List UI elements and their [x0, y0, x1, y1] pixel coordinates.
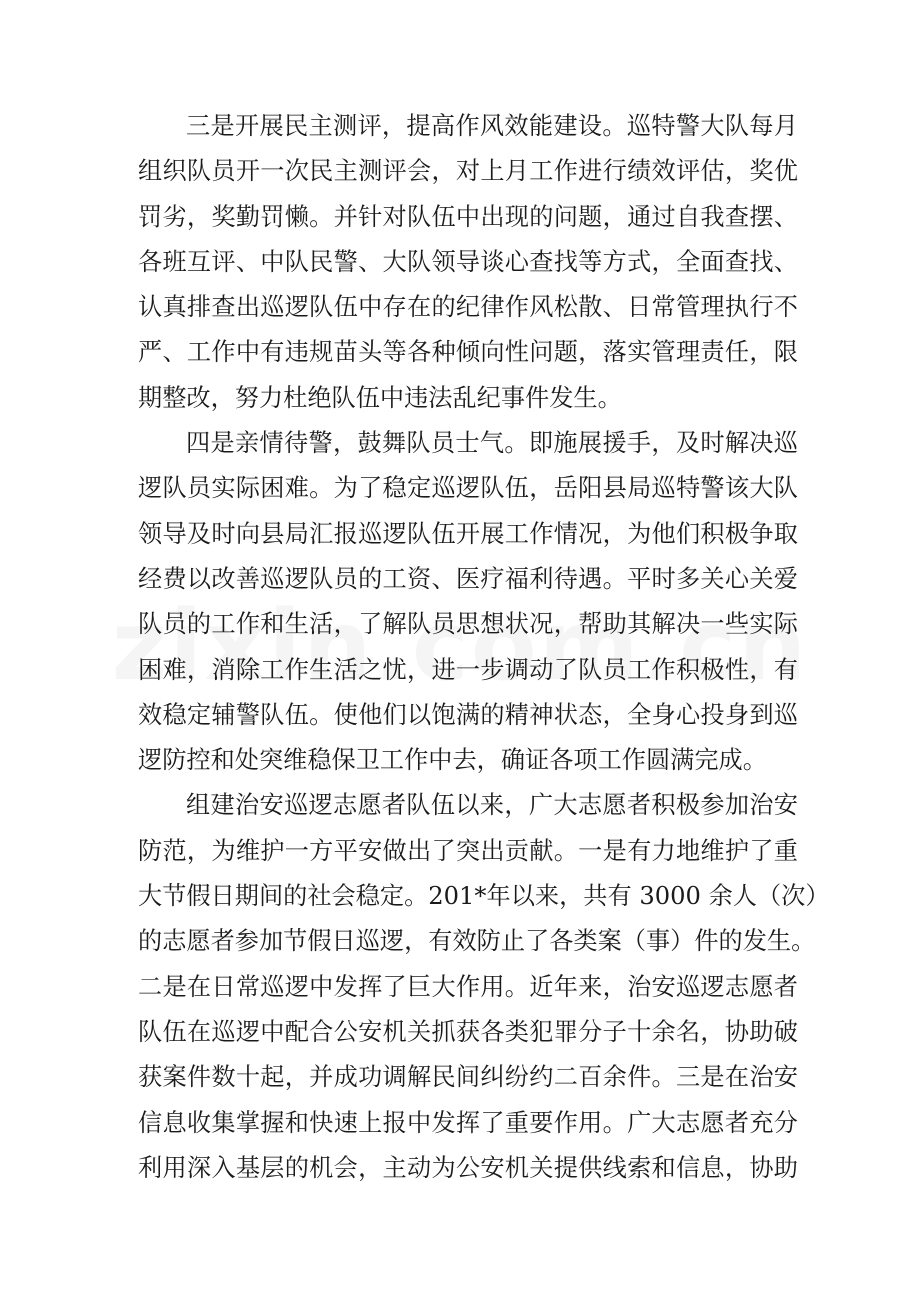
- text-line: 获案件数十起，并成功调解民间纠纷约二百余件。三是在治安: [138, 1063, 798, 1092]
- paragraph-3-evaluation: [138, 104, 798, 421]
- text-line: 各班互评、中队民警、大队领导谈心查找等方式，全面查找、: [138, 247, 798, 276]
- text-line: 防范，为维护一方平安做出了突出贡献。一是有力地维护了重: [138, 836, 798, 865]
- text-line: 队员的工作和生活，了解队员思想状况，帮助其解决一些实际: [138, 610, 798, 639]
- text-line: 四是亲情待警，鼓舞队员士气。即施展援手，及时解决巡: [186, 429, 798, 458]
- paragraph-volunteers: [138, 783, 830, 1191]
- text-line: 领导及时向县局汇报巡逻队伍开展工作情况，为他们积极争取: [138, 519, 798, 548]
- text-line: 逻防控和处突维稳保卫工作中去，确证各项工作圆满完成。: [138, 746, 767, 775]
- text-line: 期整改，努力杜绝队伍中违法乱纪事件发生。: [138, 383, 622, 412]
- text-line: 组建治安巡逻志愿者队伍以来，广大志愿者积极参加治安: [186, 791, 798, 820]
- text-line: 罚劣，奖勤罚懒。并针对队伍中出现的问题，通过自我查摆、: [138, 202, 798, 231]
- text-line: 经费以改善巡逻队员的工资、医疗福利待遇。平时多关心关爱: [138, 564, 798, 593]
- text-line: 困难，消除工作生活之忧，进一步调动了队员工作积极性，有: [138, 655, 798, 684]
- text-line: 三是开展民主测评，提高作风效能建设。巡特警大队每月: [186, 112, 798, 140]
- text-line: 组织队员开一次民主测评会，对上月工作进行绩效评估，奖优: [138, 157, 798, 186]
- paragraph-4-care: [138, 421, 798, 783]
- body-text: [138, 104, 830, 1191]
- text-line: 二是在日常巡逻中发挥了巨大作用。近年来，治安巡逻志愿者: [138, 972, 798, 1001]
- text-line: 利用深入基层的机会，主动为公安机关提供线索和信息，协助: [138, 1153, 798, 1182]
- text-line: 严、工作中有违规苗头等各种倾向性问题，落实管理责任，限: [138, 338, 798, 367]
- text-line: 的志愿者参加节假日巡逻，有效防止了各类案（事）件的发生。: [138, 927, 816, 956]
- text-line: 大节假日期间的社会稳定。201*年以来，共有 3000 余人（次）: [138, 882, 830, 911]
- text-line: 认真排查出巡逻队伍中存在的纪律作风松散、日常管理执行不: [138, 293, 798, 322]
- text-line: 效稳定辅警队伍。使他们以饱满的精神状态，全身心投身到巡: [138, 700, 798, 729]
- text-line: 信息收集掌握和快速上报中发挥了重要作用。广大志愿者充分: [138, 1108, 798, 1137]
- text-line: 队伍在巡逻中配合公安机关抓获各类犯罪分子十余名，协助破: [138, 1017, 798, 1046]
- text-line: 逻队员实际困难。为了稳定巡逻队伍，岳阳县局巡特警该大队: [138, 474, 798, 503]
